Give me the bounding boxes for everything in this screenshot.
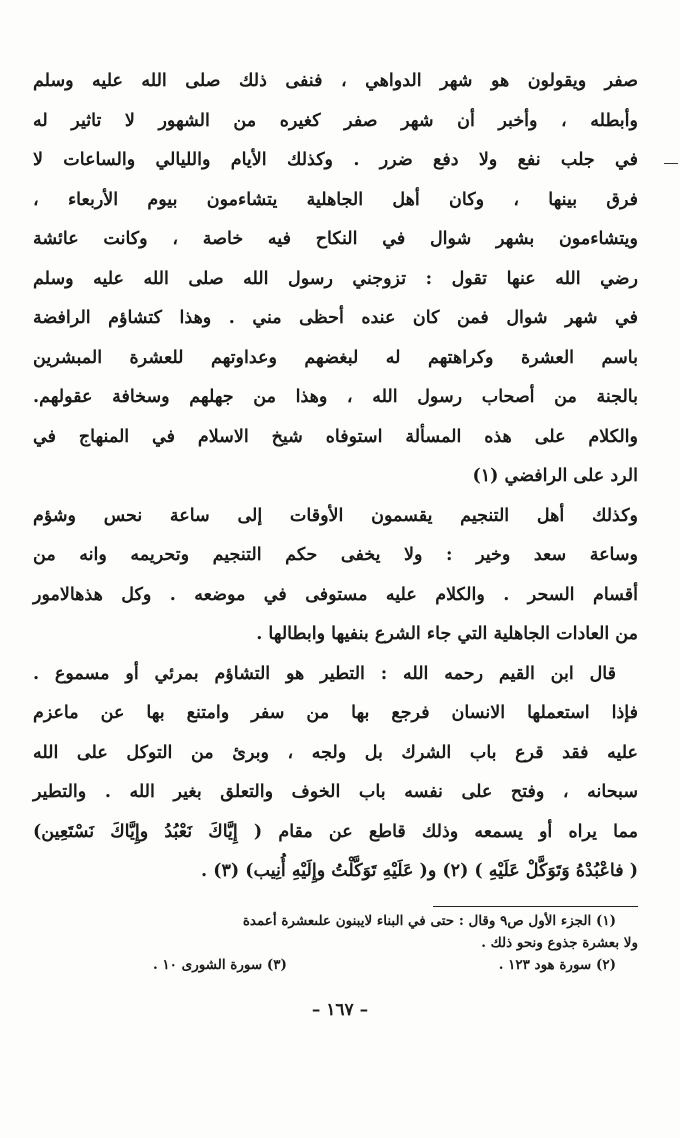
page-number: – ١٦٧ – <box>311 1000 369 1020</box>
text-line: في جلب نفع ولا دفع ضرر . وكذلك الأيام والليالي والساعات لا <box>33 150 638 170</box>
text-line: في شهر شوال فمن كان عنده أحظى مني . وهذا كتشاؤم الرافضة <box>33 308 638 328</box>
text-line: فإذا استعملها الانسان فرجع بها من سفر وامتنع بها عن ماعزم <box>33 703 638 723</box>
footnote-2: (٢) سورة هود ١٢٣ . <box>498 957 616 973</box>
footnote-divider <box>433 906 638 907</box>
text-line: وأبطله ، وأخبر أن شهر صفر كغيره من الشهور لا تاثير له <box>33 110 638 131</box>
text-line: بالجنة من أصحاب رسول الله ، وهذا من جهلهم وسخافة عقولهم. <box>33 387 638 407</box>
text-line: من العادات الجاهلية التي جاء الشرع بنفيها وابطالها . <box>256 624 638 644</box>
text-line: والكلام على هذه المسألة استوفاه شيخ الاسلام في المنهاج في <box>33 426 638 447</box>
main-text <box>33 62 638 892</box>
text-line: سبحانه ، وفتح على نفسه باب الخوف والتعلق بغير الله . والتطير <box>33 782 638 802</box>
text-line: ( فاعْبُدْهُ وَتَوَكَّلْ عَلَيْهِ ) (٢) و( عَلَيْهِ تَوَكَّلْتُ وإِلَيْهِ أُنِيب) (٣) . <box>201 861 638 881</box>
text-line: وساعة سعد وخير : ولا يخفى حكم التنجيم وتحريمه وانه من <box>33 545 638 565</box>
text-line: باسم العشرة وكراهتهم له لبغضهم وعداوتهم للعشرة المبشرين <box>33 347 638 368</box>
text-line: فرق بينها ، وكان أهل الجاهلية يتشاءمون بيوم الأربعاء ، <box>33 189 638 210</box>
text-line: وكذلك أهل التنجيم يقسمون الأوقات إلى ساعة نحس وشؤم <box>33 505 638 526</box>
text-line: عليه فقد قرع باب الشرك بل ولجه ، وبرئ من التوكل على الله <box>33 742 638 763</box>
footnote-1-continued: ولا بعشرة جذوع ونحو ذلك . <box>481 935 638 951</box>
footnotes <box>33 910 638 976</box>
margin-mark <box>664 163 678 164</box>
text-line: أقسام السحر . والكلام عليه مستوفى في موضعه . وكل هذهالامور <box>33 584 638 605</box>
text-line: صفر ويقولون هو شهر الدواهي ، فنفى ذلك صلى الله عليه وسلم <box>33 71 638 91</box>
footnote-row <box>33 954 638 976</box>
footnote-3: (٣) سورة الشورى ١٠ . <box>153 957 287 973</box>
text-line: مما يراه أو يسمعه وذلك قاطع عن مقام ( إِيَّاكَ نَعْبُدُ وإِيَّاكَ نَسْتَعِين) <box>33 821 638 842</box>
text-line: قال ابن القيم رحمه الله : التطير هو التشاؤم بمرئي أو مسموع . <box>33 663 616 684</box>
text-line: رضي الله عنها تقول : تزوجني رسول الله صلى الله عليه وسلم <box>33 268 638 289</box>
text-line: ويتشاءمون بشهر شوال في النكاح فيه خاصة ، وكانت عائشة <box>33 229 638 249</box>
footnote-1: (١) الجزء الأول ص٩ وقال : حتى في البناء لايبنون علىعشرة أعمدة <box>242 913 616 929</box>
text-line: الرد على الرافضي (١) <box>472 466 638 486</box>
